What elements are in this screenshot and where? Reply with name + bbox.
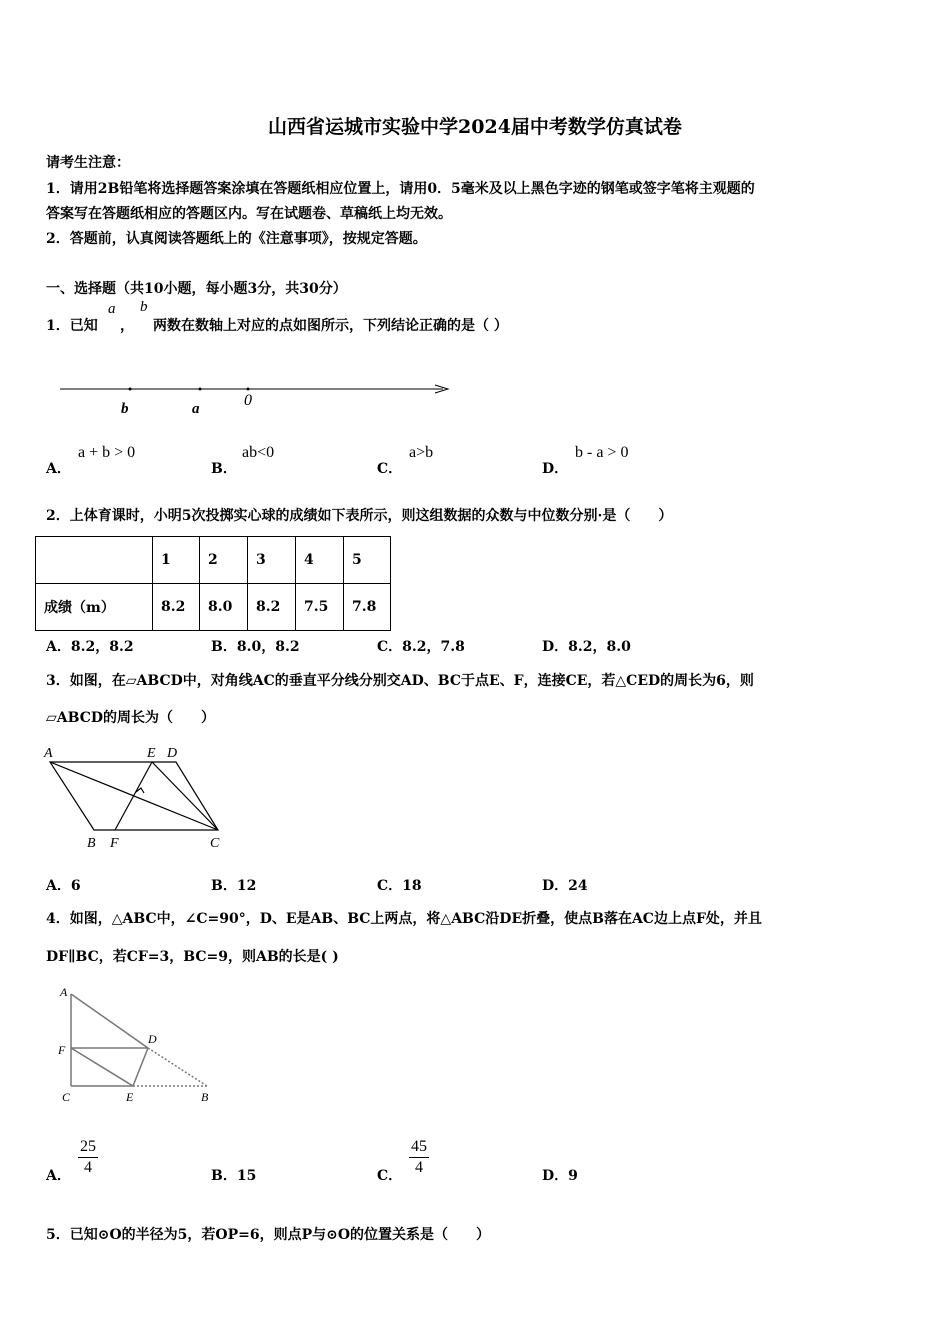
table-cell: 8.2: [248, 584, 296, 631]
q3-option-b[interactable]: B．12: [211, 878, 257, 894]
table-cell: 2: [200, 537, 248, 584]
label-D: D: [148, 1032, 157, 1046]
segment-ad: [71, 994, 148, 1048]
q1-var-b: b: [140, 299, 148, 315]
table-cell: 5: [344, 537, 391, 584]
fraction-numerator: 25: [78, 1137, 98, 1158]
q4-option-a-fraction: [78, 1137, 98, 1178]
q3-option-c[interactable]: C．18: [377, 878, 422, 894]
section-heading: 一、选择题（共10小题，每小题3分，共30分）: [46, 281, 347, 297]
point-b: [129, 388, 132, 391]
table-cell: 4: [296, 537, 344, 584]
q3-stem-line-2: ▱ABCD的周长为（ ）: [46, 710, 216, 726]
q4-option-c-label[interactable]: C．: [377, 1168, 403, 1184]
q3-option-d[interactable]: D．24: [542, 878, 588, 894]
axis-label-a: a: [192, 401, 200, 417]
fraction-numerator: 45: [409, 1137, 429, 1158]
label-B: B: [87, 836, 96, 851]
q5-stem: 5．已知⊙O的半径为5，若OP=6，则点P与⊙O的位置关系是（ ）: [46, 1227, 491, 1243]
q1-stem: 两数在数轴上对应的点如图所示，下列结论正确的是（ ）: [153, 318, 508, 334]
q1-option-b-label[interactable]: B．: [211, 461, 237, 477]
q2-option-d[interactable]: D．8.2，8.0: [542, 639, 631, 655]
point-a: [199, 388, 202, 391]
table-cell: 8.2: [153, 584, 200, 631]
parallelogram-figure: [40, 740, 240, 855]
table-cell: 7.5: [296, 584, 344, 631]
q1-option-d-label[interactable]: D．: [542, 461, 569, 477]
label-D: D: [167, 746, 178, 761]
q4-option-a-label[interactable]: A．: [46, 1168, 71, 1184]
notice-line-2: 2．答题前，认真阅读答题纸上的《注意事项》，按规定答题。: [46, 231, 427, 247]
q3-stem-line-1: 3．如图，在▱ABCD中，对角线AC的垂直平分线分别交AD、BC于点E、F，连接CE，若△CED的周长为6，则: [46, 673, 754, 689]
q3-option-a[interactable]: A．6: [46, 878, 81, 894]
q1-comma: ，: [120, 318, 134, 334]
q4-stem-line-1: 4．如图，△ABC中，∠C=90°，D、E是AB、BC上两点，将△ABC沿DE折叠，使点B落在AC边上点F处，并且: [46, 911, 762, 927]
segment-db-dashed: [148, 1048, 207, 1086]
point-origin: [247, 388, 250, 391]
segment-fe: [71, 1048, 133, 1086]
table-cell: 1: [153, 537, 200, 584]
fraction-denominator: 4: [84, 1159, 92, 1176]
table-cell: 8.0: [200, 584, 248, 631]
notice-line-1: 1．请用2B铅笔将选择题答案涂填在答题纸相应位置上，请用0．5毫米及以上黑色字迹的钢笔或签字笔将主观题的: [46, 181, 755, 197]
label-B: B: [201, 1090, 209, 1104]
label-C: C: [62, 1090, 71, 1104]
fraction-denominator: 4: [415, 1159, 423, 1176]
label-F: F: [110, 836, 119, 851]
q4-option-b[interactable]: B．15: [211, 1168, 257, 1184]
q1-prefix: 1．已知: [46, 318, 98, 334]
triangle-fold-figure: [55, 982, 220, 1107]
table-cell: 7.8: [344, 584, 391, 631]
q1-option-c-value: a>b: [409, 444, 434, 461]
q1-option-c-label[interactable]: C．: [377, 461, 403, 477]
label-A: A: [60, 985, 68, 999]
q1-option-d-value: b - a > 0: [575, 444, 629, 461]
q1-var-a: a: [108, 301, 116, 317]
q2-option-b[interactable]: B．8.0，8.2: [211, 639, 300, 655]
q1-option-b-value: ab<0: [242, 444, 275, 461]
q2-stem: 2．上体育课时，小明5次投掷实心球的成绩如下表所示，则这组数据的众数与中位数分别·是（ ）: [46, 508, 673, 524]
q4-option-d[interactable]: D．9: [542, 1168, 578, 1184]
label-A: A: [44, 746, 53, 761]
label-F: F: [58, 1043, 66, 1057]
notice-line-1b: 答案写在答题纸相应的答题区内。写在试题卷、草稿纸上均无效。: [46, 206, 452, 222]
label-E: E: [126, 1090, 134, 1104]
q4-stem-line-2: DF∥BC，若CF=3，BC=9，则AB的长是( ): [46, 949, 339, 965]
label-E: E: [147, 746, 156, 761]
table-cell: [36, 537, 153, 584]
table-cell: 3: [248, 537, 296, 584]
q4-option-c-fraction: [409, 1137, 429, 1178]
score-table: [35, 536, 391, 631]
segment-de: [133, 1048, 148, 1086]
page-title: 山西省运城市实验中学2024届中考数学仿真试卷: [268, 116, 682, 138]
line-ce: [152, 762, 218, 830]
table-row: [36, 537, 391, 584]
line-ef: [115, 762, 152, 830]
notice-heading: 请考生注意：: [46, 155, 130, 171]
axis-label-b: b: [121, 401, 129, 417]
q2-option-a[interactable]: A．8.2，8.2: [46, 639, 134, 655]
axis-label-zero: 0: [244, 392, 252, 409]
label-C: C: [210, 836, 220, 851]
q1-option-a-label[interactable]: A．: [46, 461, 71, 477]
number-line-figure: [55, 375, 455, 420]
q2-option-c[interactable]: C．8.2，7.8: [377, 639, 465, 655]
table-cell: 成绩（m）: [36, 584, 153, 631]
q1-option-a-value: a + b > 0: [78, 444, 136, 461]
table-row: [36, 584, 391, 631]
